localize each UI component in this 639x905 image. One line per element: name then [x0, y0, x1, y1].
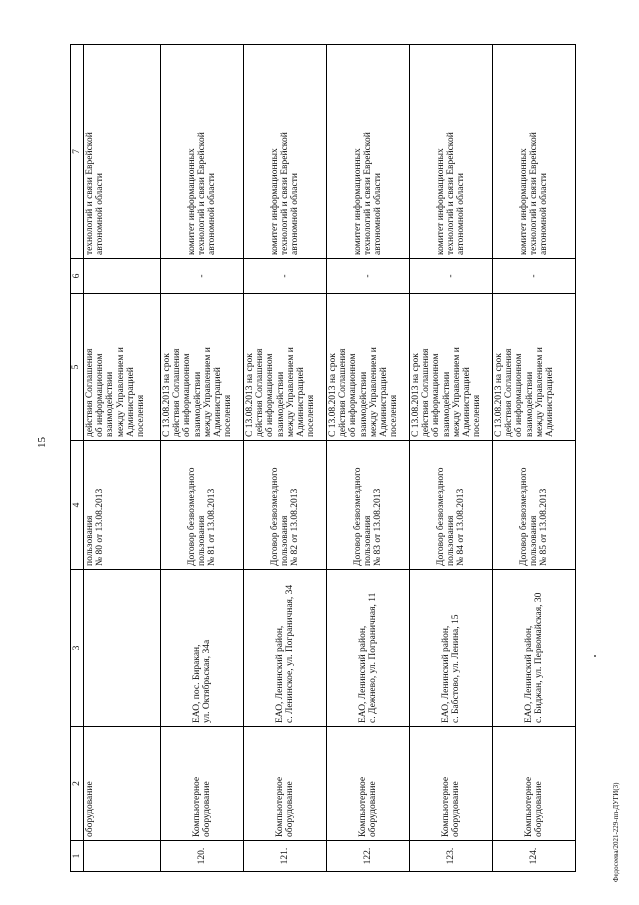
table-row — [84, 45, 161, 872]
contract-document-cell: Договор безвозмездного пользования № 85 от 13.08.2013 — [493, 441, 576, 570]
contract-document-cell: Договор безвозмездного пользования № 84 от 13.08.2013 — [410, 441, 493, 570]
holder-name-cell: комитет информационных технологий и связи Еврейской автономной области — [244, 45, 327, 259]
holder-name-cell: комитет информационных технологий и связи Еврейской автономной области — [410, 45, 493, 259]
holder-name-cell: технологий и связи Еврейской автономной области — [84, 45, 161, 259]
contract-document-cell: Договор безвозмездного пользования № 82 от 13.08.2013 — [244, 441, 327, 570]
table-header-row — [71, 45, 84, 872]
table-row — [244, 45, 327, 872]
property-table — [70, 44, 576, 872]
column-6-value-cell: - — [327, 259, 410, 294]
row-number-cell: 124. — [493, 841, 576, 872]
table-row — [327, 45, 410, 872]
header-cell-6: 6 — [71, 259, 84, 294]
header-cell-1: 1 — [71, 841, 84, 872]
usage-period-cell: С 13.08.2013 на срок действия Соглашения об информационном взаимодействии между Управлением и Администрацией поселения — [244, 294, 327, 441]
contract-document-cell: Договор безвозмездного пользования № 83 от 13.08.2013 — [327, 441, 410, 570]
holder-name-cell: комитет информационных технологий и связи Еврейской автономной области — [493, 45, 576, 259]
object-name-cell: оборудование — [84, 727, 161, 841]
column-6-value-cell: - — [161, 259, 244, 294]
page-number: 15 — [36, 437, 48, 448]
header-cell-4: 4 — [71, 441, 84, 570]
usage-period-cell: С 13.08.2013 на срок действия Соглашения об информационном взаимодействии между Управлением и Администрацией поселения — [161, 294, 244, 441]
object-address-cell — [84, 570, 161, 727]
column-6-value-cell: - — [244, 259, 327, 294]
column-6-value-cell: - — [493, 259, 576, 294]
table-body — [71, 45, 576, 872]
row-number-cell: 122. — [327, 841, 410, 872]
row-number-cell — [84, 841, 161, 872]
holder-name-cell: комитет информационных технологий и связи Еврейской автономной области — [327, 45, 410, 259]
table-row — [161, 45, 244, 872]
usage-period-cell: С 13.08.2013 на срок действия Соглашения об информационном взаимодействии между Управлением и Администрацией поселения — [410, 294, 493, 441]
column-6-value-cell — [84, 259, 161, 294]
header-cell-7: 7 — [71, 45, 84, 259]
table-row — [410, 45, 493, 872]
object-address-cell: ЕАО, Ленинский район, с. Ленинское, ул. Пограничная, 34 — [244, 570, 327, 727]
scan-speck — [594, 655, 596, 657]
object-address-cell: ЕАО, Ленинский район, с. Дежнево, ул. Пограничная, 11 — [327, 570, 410, 727]
object-name-cell: Компьютерное оборудование — [161, 727, 244, 841]
usage-period-cell: С 13.08.2013 на срок действия Соглашения об информационном взаимодействии между Управлением и Администрацией поселения — [327, 294, 410, 441]
header-cell-3: 3 — [71, 570, 84, 727]
row-number-cell: 123. — [410, 841, 493, 872]
header-cell-2: 2 — [71, 727, 84, 841]
object-name-cell: Компьютерное оборудование — [410, 727, 493, 841]
footer-reference: Федосеева/2021-229-пп-ДУГИ(3) — [612, 782, 620, 882]
contract-document-cell: пользования № 80 от 13.08.2013 — [84, 441, 161, 570]
row-number-cell: 120. — [161, 841, 244, 872]
object-address-cell: ЕАО, Ленинский район, с. Бабстово, ул. Ленина, 15 — [410, 570, 493, 727]
usage-period-cell: С 13.08.2013 на срок действия Соглашения об информационном взаимодействии между Управлением и Администрацией — [493, 294, 576, 441]
object-name-cell: Компьютерное оборудование — [244, 727, 327, 841]
rotated-table-wrapper — [70, 44, 588, 872]
table-row — [493, 45, 576, 872]
row-number-cell: 121. — [244, 841, 327, 872]
object-name-cell: Компьютерное оборудование — [327, 727, 410, 841]
object-address-cell: ЕАО, пос. Биракан, ул. Октябрьская, 34а — [161, 570, 244, 727]
column-6-value-cell: - — [410, 259, 493, 294]
contract-document-cell: Договор безвозмездного пользования № 81 от 13.08.2013 — [161, 441, 244, 570]
header-cell-5: 5 — [71, 294, 84, 441]
object-name-cell: Компьютерное оборудование — [493, 727, 576, 841]
object-address-cell: ЕАО, Ленинский район, с. Биджан, ул. Первомайская, 30 — [493, 570, 576, 727]
usage-period-cell: действия Соглашения об информационном взаимодействии между Управлением и Администрацией поселения — [84, 294, 161, 441]
holder-name-cell: комитет информационных технологий и связи Еврейской автономной области — [161, 45, 244, 259]
